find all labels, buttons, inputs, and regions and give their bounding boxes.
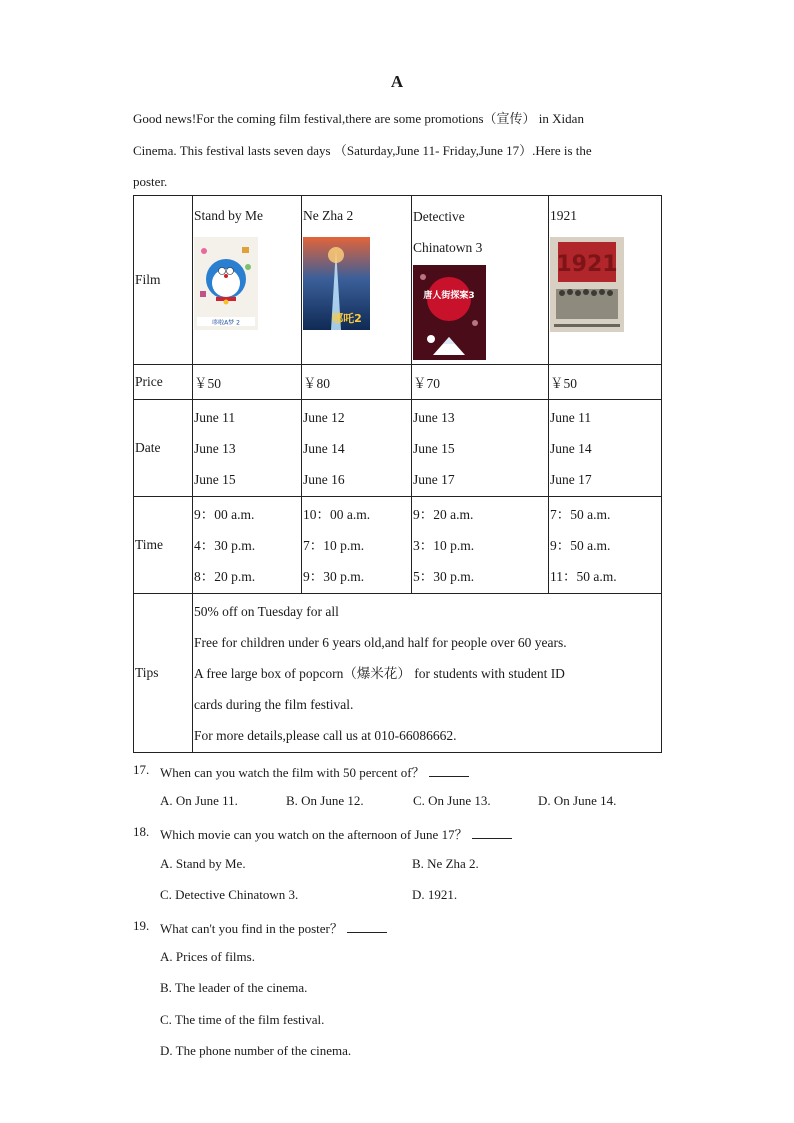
time-line: 9：50 a.m. [550, 537, 611, 553]
time-cell [412, 497, 549, 594]
date-line: June 15 [413, 440, 455, 456]
date-line: June 12 [303, 409, 345, 425]
option-c[interactable]: C. The time of the film festival. [160, 1012, 325, 1027]
option-a[interactable]: A. On June 11. [160, 793, 238, 808]
tip-line: A free large box of popcorn（爆米花） for students with student ID [194, 665, 565, 681]
question-text: When can you watch the film with 50 percent of？ [160, 765, 425, 780]
time-cell [193, 497, 302, 594]
option-c[interactable]: C. On June 13. [413, 793, 491, 808]
date-line: June 13 [413, 409, 455, 425]
answer-blank[interactable] [347, 920, 387, 933]
option-c[interactable]: C. Detective Chinatown 3. [160, 887, 299, 902]
date-cell [549, 400, 662, 497]
film-title: 1921 [550, 208, 577, 223]
time-line: 9：30 p.m. [303, 568, 365, 584]
row-label-date: Date [134, 400, 193, 497]
film-cell [549, 196, 662, 365]
film-title: Stand by Me [194, 208, 263, 223]
option-d[interactable]: D. On June 14. [538, 793, 617, 808]
price-cell: ￥70 [412, 365, 549, 400]
film-title: Ne Zha 2 [303, 208, 354, 223]
tip-line: Free for children under 6 years old,and half for people over 60 years. [194, 634, 567, 650]
date-line: June 17 [550, 471, 592, 487]
option-a[interactable]: A. Stand by Me. [160, 856, 246, 871]
film-title: Detective [413, 209, 465, 224]
section-heading: A [390, 72, 404, 91]
date-line: June 15 [194, 471, 236, 487]
time-line: 11：50 a.m. [550, 568, 617, 584]
price-row [134, 365, 662, 400]
tip-line: For more details,please call us at 010-66086662. [194, 727, 457, 743]
date-line: June 14 [550, 440, 592, 456]
intro-line: Cinema. This festival lasts seven days （Saturday,June 11- Friday,June 17）.Here is the [133, 142, 592, 158]
intro-line: Good news!For the coming film festival,there are some promotions（宣传） in Xidan [133, 111, 584, 126]
date-line: June 11 [550, 409, 592, 425]
film-cell [412, 196, 549, 365]
date-line: June 16 [303, 471, 345, 487]
film-poster-image [550, 237, 624, 332]
poster-caption: 哆啦A梦 2 [212, 319, 240, 327]
date-line: June 17 [413, 471, 455, 487]
film-poster-image [194, 237, 258, 330]
film-title: Chinatown 3 [413, 240, 483, 255]
time-row [134, 497, 662, 594]
intro-paragraph [133, 103, 663, 198]
row-label-film: Film [134, 196, 193, 365]
question-number: 18. [133, 824, 150, 839]
price-cell: ￥80 [302, 365, 412, 400]
price-cell: ￥50 [193, 365, 302, 400]
time-line: 7：10 p.m. [303, 537, 365, 553]
date-row [134, 400, 662, 497]
time-line: 8：20 p.m. [194, 568, 256, 584]
poster-caption: 哪吒2 [332, 312, 362, 325]
time-line: 9：00 a.m. [194, 506, 255, 522]
poster-caption: 1921 [556, 252, 618, 277]
answer-blank[interactable] [472, 826, 512, 839]
tip-line: cards during the film festival. [194, 696, 354, 712]
date-line: June 14 [303, 440, 345, 456]
date-line: June 11 [194, 409, 236, 425]
film-poster-image [413, 265, 486, 360]
film-cell [302, 196, 412, 365]
intro-line: poster. [133, 174, 168, 189]
film-cell [193, 196, 302, 365]
row-label-tips: Tips [134, 594, 193, 753]
film-poster-table [133, 195, 662, 753]
date-cell [193, 400, 302, 497]
time-line: 3：10 p.m. [413, 537, 475, 553]
tip-line: 50% off on Tuesday for all [194, 603, 339, 619]
option-b[interactable]: B. Ne Zha 2. [412, 856, 479, 871]
option-d[interactable]: D. The phone number of the cinema. [160, 1043, 352, 1058]
option-a[interactable]: A. Prices of films. [160, 949, 255, 964]
poster-caption: 唐人街探案3 [423, 291, 475, 301]
question-text: Which movie can you watch on the afternoon of June 17？ [160, 827, 468, 842]
date-line: June 13 [194, 440, 236, 456]
time-line: 9：20 a.m. [413, 506, 474, 522]
option-b[interactable]: B. On June 12. [286, 793, 364, 808]
film-poster-image [303, 237, 370, 330]
tips-row [134, 594, 662, 753]
answer-blank[interactable] [429, 764, 469, 777]
time-line: 5：30 p.m. [413, 568, 475, 584]
date-cell [302, 400, 412, 497]
option-b[interactable]: B. The leader of the cinema. [160, 980, 308, 995]
film-row [134, 196, 662, 365]
row-label-price: Price [134, 365, 193, 400]
question-number: 17. [133, 762, 150, 777]
time-cell [549, 497, 662, 594]
tips-cell [193, 594, 662, 753]
date-cell [412, 400, 549, 497]
row-label-time: Time [134, 497, 193, 594]
time-cell [302, 497, 412, 594]
question-number: 19. [133, 918, 150, 933]
question-text: What can't you find in the poster？ [160, 921, 343, 936]
price-cell: ￥50 [549, 365, 662, 400]
time-line: 7：50 a.m. [550, 506, 611, 522]
time-line: 10：00 a.m. [303, 506, 371, 522]
time-line: 4：30 p.m. [194, 537, 256, 553]
option-d[interactable]: D. 1921. [412, 887, 458, 902]
